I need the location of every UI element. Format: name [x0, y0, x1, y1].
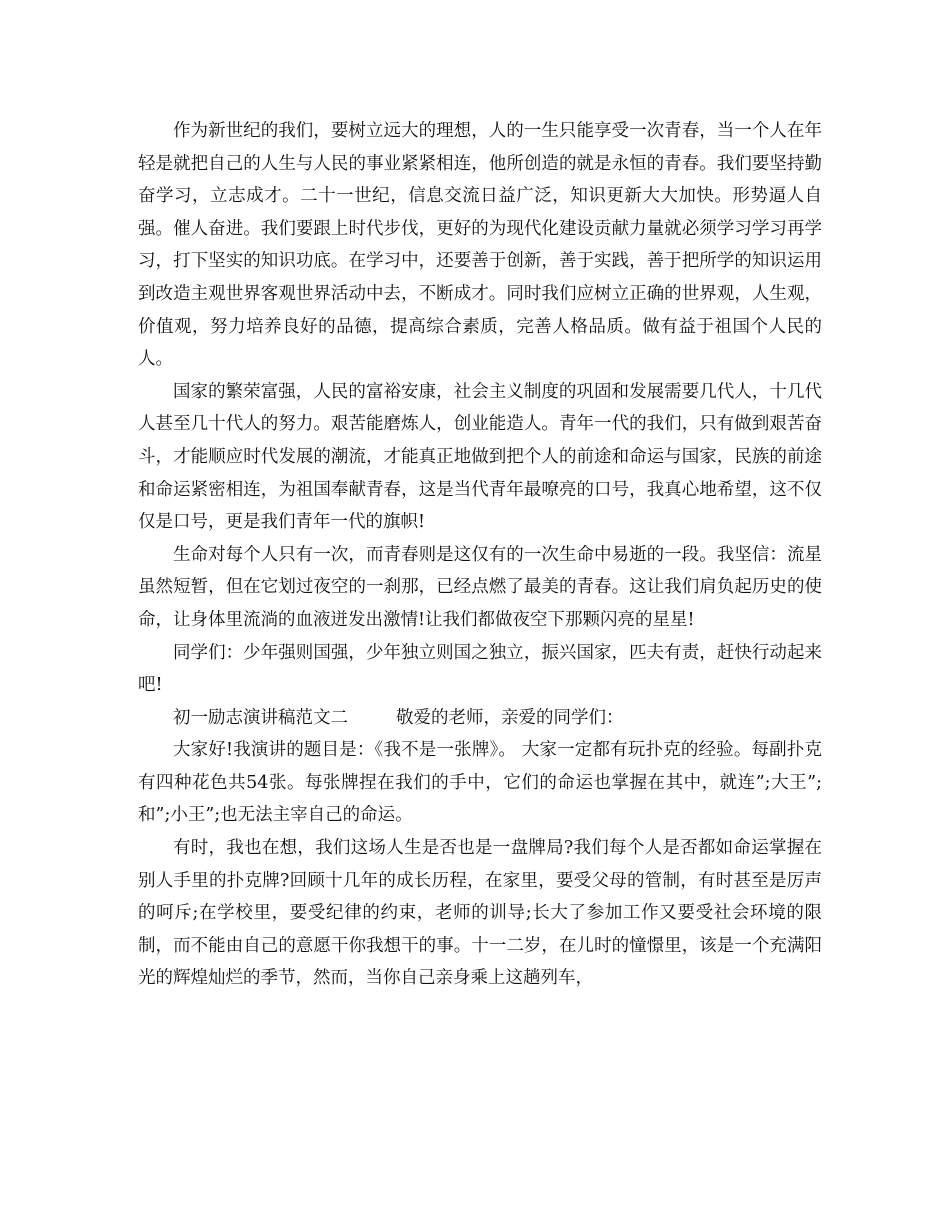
- section-heading-line: [138, 702, 822, 735]
- paragraph-prosperity: 国家的繁荣富强，人民的富裕安康，社会主义制度的巩固和发展需要几代人，十几代人甚至几十代人的努力。艰苦能磨炼人，创业能造人。青年一代的我们，只有做到艰苦奋斗，才能顺应时代发展的潮流，才能真正地做到把个人的前途和命运与国家，民族的前途和命运紧密相连，为祖国奉献青春，这是当代青年最嘹亮的口号，我真心地希望，这不仅仅是口号，更是我们青年一代的旗帜!: [138, 381, 822, 533]
- document-page: [138, 115, 822, 995]
- salutation: 敬爱的老师，亲爱的同学们：: [396, 707, 624, 728]
- paragraph-life-youth: 生命对每个人只有一次，而青春则是这仅有的一次生命中易逝的一段。我坚信：流星虽然短暂，但在它划过夜空的一刹那，已经点燃了最美的青春。这让我们肩负起历史的使命，让身体里流淌的血液迸发出激情!让我们都做夜空下那颗闪亮的星星!: [138, 544, 822, 630]
- section-title: 初一励志演讲稿范文二: [173, 707, 348, 728]
- paragraph-ideals: 作为新世纪的我们，要树立远大的理想，人的一生只能享受一次青春，当一个人在年轻是就把自己的人生与人民的事业紧紧相连，他所创造的就是永恒的青春。我们要坚持勤奋学习，立志成才。二十一世纪，信息交流日益广泛，知识更新大大加快。形势逼人自强。催人奋进。我们要跟上时代步伐，更好的为现代化建设贡献力量就必须学习学习再学习，打下坚实的知识功底。在学习中，还要善于创新，善于实践，善于把所学的知识运用到改造主观世界客观世界活动中去，不断成才。同时我们应树立正确的世界观，人生观，价值观，努力培养良好的品德，提高综合素质，完善人格品质。做有益于祖国个人民的人。: [138, 121, 822, 370]
- paragraph-life-card-game: 有时，我也在想，我们这场人生是否也是一盘牌局?我们每个人是否都如命运掌握在别人手里的扑克牌?回顾十几年的成长历程，在家里，要受父母的管制，有时甚至是厉声的呵斥;在学校里，要受纪律的约束，老师的训导;长大了参加工作又要受社会环境的限制，而不能由自己的意愿干你我想干的事。十一二岁，在儿时的憧憬里，该是一个充满阳光的辉煌灿烂的季节，然而，当你自己亲身乘上这趟列车，: [138, 838, 822, 989]
- paragraph-speech-intro: 大家好!我演讲的题目是：《我不是一张牌》。 大家一定都有玩扑克的经验。每副扑克有四种花色共54张。每张牌捏在我们的手中，它们的命运也掌握在其中，就连”;大王”;和”;小王”;也无法主宰自己的命运。: [138, 740, 822, 826]
- paragraph-call-to-action: 同学们：少年强则国强，少年独立则国之独立，振兴国家，匹夫有责，赶快行动起来吧!: [138, 642, 822, 696]
